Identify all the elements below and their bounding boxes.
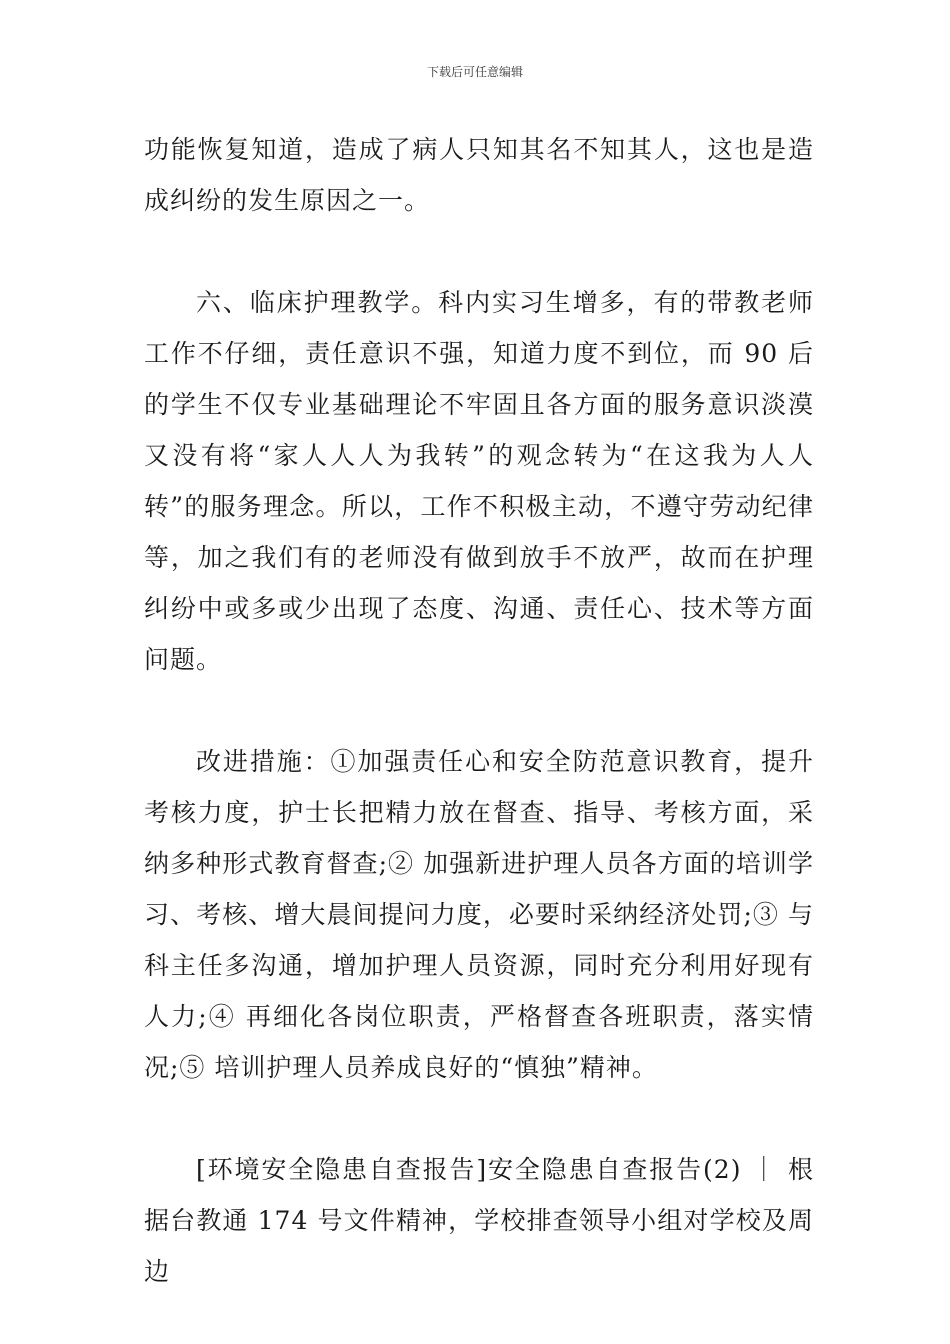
paragraph-continuation: 功能恢复知道，造成了病人只知其名不知其人，这也是造成纠纷的发生原因之一。	[144, 135, 814, 215]
document-body	[144, 124, 814, 1297]
paragraph-improvement-measures: 改进措施：①加强责任心和安全防范意识教育，提升考核力度，护士长把精力放在督查、指导、考核方面，采纳多种形式教育督查;② 加强新进护理人员各方面的培训学习、考核、增大晨间提问力度，必要时采纳经济处罚;③ 与科主任多沟通，增加护理人员资源，同时充分利用好现有人力;④ 再细化各岗位职责，严格督查各班职责，落实情况;⑤ 培训护理人员养成良好的“慎独”精神。	[144, 747, 814, 1082]
paragraph-clinical-teaching: 六、临床护理教学。科内实习生增多，有的带教老师工作不仔细，责任意识不强，知道力度不到位，而 90 后的学生不仅专业基础理论不牢固且各方面的服务意识淡漠又没有将“家人人人为我转”的观念转为“在这我为人人转”的服务理念。所以，工作不积极主动，不遵守劳动纪律等，加之我们有的老师没有做到放手不放严，故而在护理纠纷中或多或少出现了态度、沟通、责任心、技术等方面问题。	[144, 288, 814, 674]
paragraph-safety-report: [环境安全隐患自查报告]安全隐患自查报告(2) ｜ 根据台教通 174 号文件精神，学校排查领导小组对学校及周边	[144, 1155, 814, 1286]
page-header: 下载后可任意编辑	[426, 65, 523, 79]
